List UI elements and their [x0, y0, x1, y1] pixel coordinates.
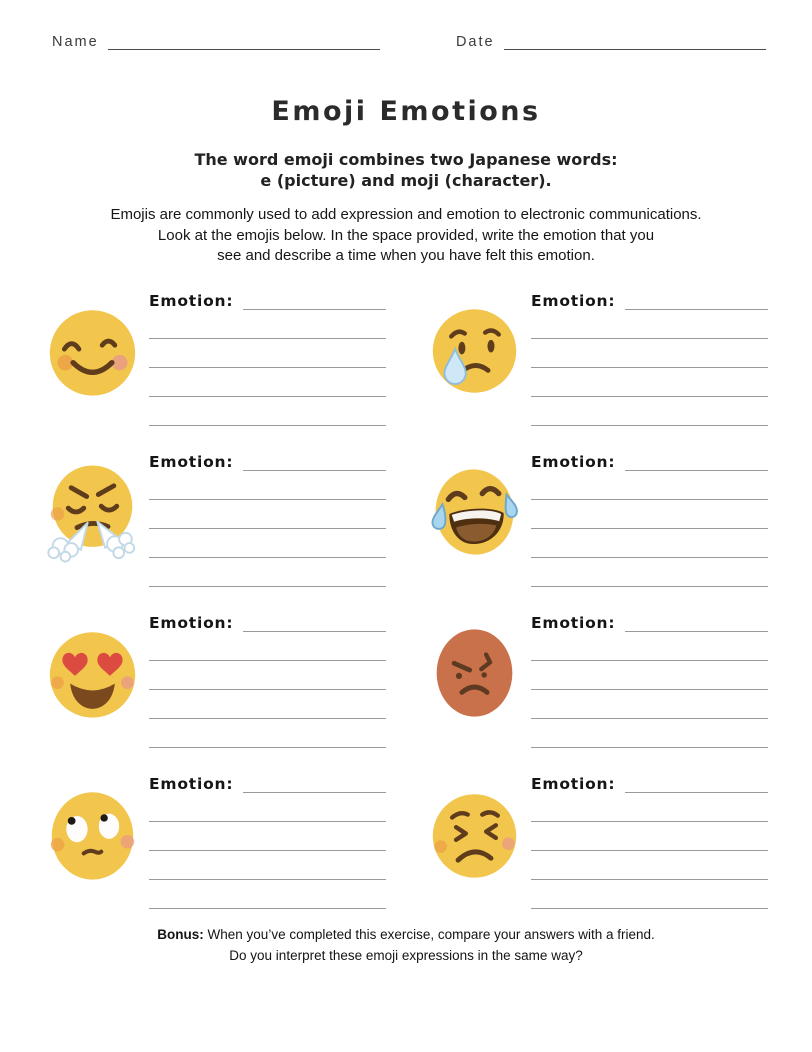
writing-line [149, 690, 386, 719]
answer-block [531, 451, 768, 587]
writing-line [149, 397, 386, 426]
emotion-item-2 [426, 290, 768, 426]
emotion-label: Emotion: [149, 775, 234, 794]
writing-line [531, 368, 768, 397]
writing-line [149, 558, 386, 587]
instructions-line-3: see and describe a time when you have felt this emotion. [217, 247, 595, 264]
emotion-answer-line [625, 297, 768, 310]
emotion-label: Emotion: [531, 614, 616, 633]
writing-line [531, 793, 768, 822]
face-with-rolling-eyes-emoji-icon [44, 781, 141, 887]
writing-line [531, 632, 768, 661]
writing-line [531, 471, 768, 500]
emotion-item-8 [426, 773, 768, 909]
writing-line [531, 558, 768, 587]
emotion-label: Emotion: [149, 292, 234, 311]
writing-line [531, 529, 768, 558]
writing-line [149, 500, 386, 529]
emotion-answer-line [625, 619, 768, 632]
answer-block [149, 290, 386, 426]
name-field-label: Name [52, 34, 99, 50]
emotion-item-7 [44, 773, 386, 909]
subtitle-line-1: The word emoji combines two Japanese words: [194, 150, 618, 169]
bonus-note [0, 925, 812, 966]
writing-line [531, 690, 768, 719]
answer-block [149, 773, 386, 909]
emotion-answer-line [243, 619, 386, 632]
emotion-label: Emotion: [531, 775, 616, 794]
crying-face-emoji-icon [426, 298, 523, 404]
writing-line [531, 310, 768, 339]
date-field-label: Date [455, 34, 495, 50]
angry-face-emoji-icon [426, 620, 523, 726]
writing-line [531, 339, 768, 368]
date-field-line [504, 36, 766, 50]
writing-line [149, 822, 386, 851]
emotion-label: Emotion: [149, 614, 234, 633]
face-with-tears-of-joy-emoji-icon [426, 459, 523, 565]
answer-block [531, 290, 768, 426]
writing-line [531, 661, 768, 690]
smiling-face-with-blushing-cheeks-emoji-icon [44, 298, 141, 404]
writing-line [531, 880, 768, 909]
writing-line [149, 529, 386, 558]
emotion-items-grid [44, 290, 768, 909]
emotion-item-5 [44, 612, 386, 748]
writing-line [149, 471, 386, 500]
writing-line [531, 719, 768, 748]
emotion-label: Emotion: [149, 453, 234, 472]
answer-block [149, 612, 386, 748]
worksheet-subtitle [0, 149, 812, 191]
writing-line [149, 339, 386, 368]
bonus-line-2: Do you interpret these emoji expressions in the same way? [229, 947, 583, 963]
emotion-label: Emotion: [531, 453, 616, 472]
date-field [456, 34, 766, 50]
writing-line [149, 719, 386, 748]
writing-line [149, 368, 386, 397]
writing-line [149, 793, 386, 822]
emotion-answer-line [625, 780, 768, 793]
name-field-line [108, 36, 380, 50]
emotion-item-3 [44, 451, 386, 587]
name-field [52, 34, 380, 50]
answer-block [149, 451, 386, 587]
worksheet-instructions [0, 205, 812, 266]
writing-line [149, 880, 386, 909]
instructions-line-2: Look at the emojis below. In the space provided, write the emotion that you [157, 226, 655, 244]
writing-line [149, 632, 386, 661]
emotion-answer-line [625, 458, 768, 471]
page-title: Emoji Emotions [271, 96, 541, 127]
emotion-item-1 [44, 290, 386, 426]
instructions-line-1: Emojis are commonly used to add expression and emotion to electronic communications. [110, 206, 702, 224]
answer-block [531, 612, 768, 748]
emotion-label: Emotion: [531, 292, 616, 311]
bonus-label: Bonus: [157, 927, 204, 943]
answer-block [531, 773, 768, 909]
emotion-answer-line [243, 780, 386, 793]
face-with-steam-from-nose-emoji-icon [44, 459, 141, 565]
emotion-answer-line [243, 297, 386, 310]
subtitle-line-2: e (picture) and moji (character). [260, 171, 552, 191]
bonus-line-1 [0, 925, 812, 945]
bonus-text-1: When you’ve completed this exercise, compare your answers with a friend. [207, 927, 655, 943]
writing-line [531, 851, 768, 880]
writing-line [149, 851, 386, 880]
emotion-answer-line [243, 458, 386, 471]
header-fields [0, 0, 812, 50]
writing-line [531, 822, 768, 851]
persevering-face-emoji-icon [426, 781, 523, 887]
emotion-item-4 [426, 451, 768, 587]
writing-line [149, 661, 386, 690]
writing-line [531, 397, 768, 426]
emotion-item-6 [426, 612, 768, 748]
smiling-face-with-heart-eyes-emoji-icon [44, 620, 141, 726]
writing-line [531, 500, 768, 529]
writing-line [149, 310, 386, 339]
